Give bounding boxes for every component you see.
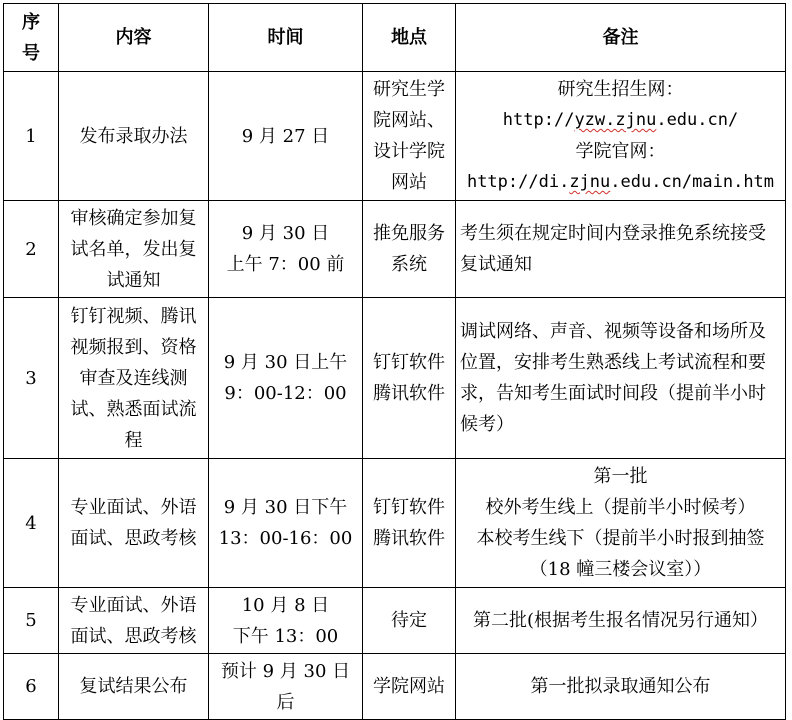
row-place: 钉钉软件 腾讯软件 [363, 459, 456, 588]
row-remarks: 调试网络、声音、视频等设备和场所及位置，安排考生熟悉线上考试流程和要求，告知考生面试时间段（提前半小时候考） [456, 298, 786, 459]
table-row [4, 459, 786, 588]
remark-url[interactable]: http://di.zjnu.edu.cn/main.htm [466, 172, 775, 192]
table-row [4, 72, 786, 201]
row-time: 10 月 8 日 下午 13：00 [209, 588, 363, 654]
row-remarks: 第一批拟录取通知公布 [456, 654, 786, 720]
row-place: 钉钉软件 腾讯软件 [363, 298, 456, 459]
row-content: 专业面试、外语面试、思政考核 [59, 588, 209, 654]
row-time: 预计 9 月 30 日后 [209, 654, 363, 720]
table-row [4, 298, 786, 459]
header-remarks: 备注 [456, 4, 786, 72]
remark-label: 研究生招生网： [557, 79, 684, 100]
row-no: 3 [4, 298, 59, 459]
header-time: 时间 [209, 4, 363, 72]
row-no: 5 [4, 588, 59, 654]
row-place: 学院网站 [363, 654, 456, 720]
row-time: 9 月 30 日下午 13：00-16：00 [209, 459, 363, 588]
table-row [4, 588, 786, 654]
row-content: 专业面试、外语面试、思政考核 [59, 459, 209, 588]
header-row [4, 4, 786, 72]
row-no: 4 [4, 459, 59, 588]
row-remarks [456, 72, 786, 201]
header-no: 序 号 [4, 4, 59, 72]
table-row [4, 654, 786, 720]
row-content: 发布录取办法 [59, 72, 209, 201]
row-no: 1 [4, 72, 59, 201]
row-content: 复试结果公布 [59, 654, 209, 720]
row-place: 研究生学院网站、设计学院网站 [363, 72, 456, 201]
row-remarks: 第一批 校外考生线上（提前半小时候考） 本校考生线下（提前半小时报到抽签 （18 幢三楼会议室）） [456, 459, 786, 588]
row-time: 9 月 27 日 [209, 72, 363, 201]
row-remarks: 第二批(根据考生报名情况另行通知） [456, 588, 786, 654]
schedule-table [3, 3, 786, 720]
table-row [4, 201, 786, 298]
row-place: 待定 [363, 588, 456, 654]
row-no: 6 [4, 654, 59, 720]
remark-label: 学院官网： [575, 141, 666, 162]
row-content: 审核确定参加复试名单，发出复试通知 [59, 201, 209, 298]
row-place: 推免服务系统 [363, 201, 456, 298]
row-no: 2 [4, 201, 59, 298]
row-content: 钉钉视频、腾讯视频报到、资格审查及连线测试、熟悉面试流程 [59, 298, 209, 459]
row-remarks: 考生须在规定时间内登录推免系统接受复试通知 [456, 201, 786, 298]
remark-url[interactable]: http://yzw.zjnu.edu.cn/ [502, 110, 739, 130]
row-time: 9 月 30 日上午 9：00-12：00 [209, 298, 363, 459]
header-content: 内容 [59, 4, 209, 72]
row-time: 9 月 30 日 上午 7：00 前 [209, 201, 363, 298]
header-place: 地点 [363, 4, 456, 72]
